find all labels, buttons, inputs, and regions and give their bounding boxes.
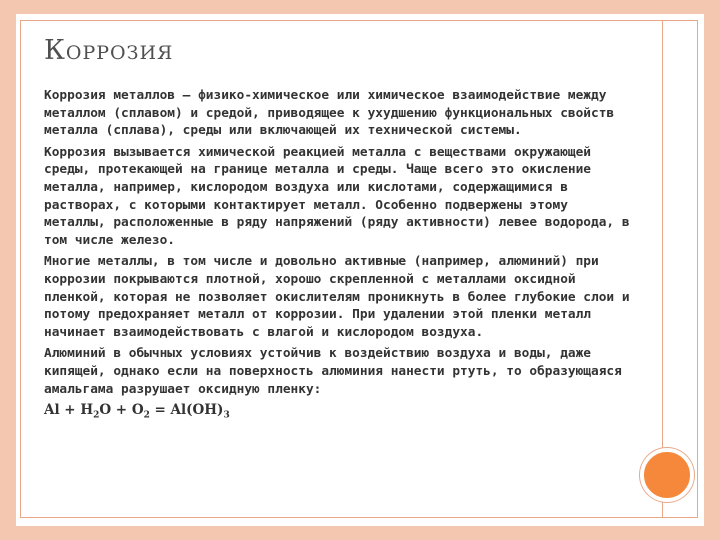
paragraph-cause: Коррозия вызывается химической реакцией металла с веществами окружающей среды, протекающей на границе металла и среды. Чаще всего это окисление металла, например, кислородом воздуха или кислотами, содержащимися в растворах, с которыми контактирует металл. Особенно подвержены этому металлы, расположенные в ряду напряжений (ряду активности) левее водорода, в том числе железо. bbox=[44, 144, 630, 248]
formula-o-plus-o: O + O bbox=[99, 402, 144, 419]
formula-al: Al bbox=[44, 402, 60, 419]
formula-result: = Al(OH) bbox=[149, 402, 224, 419]
title-rest: ОРРОЗИЯ bbox=[65, 42, 174, 64]
reaction-formula bbox=[44, 402, 634, 425]
title-first-letter: К bbox=[44, 35, 66, 66]
formula-sub-2: 2 bbox=[143, 410, 150, 421]
formula-plus-h: + H bbox=[59, 402, 94, 419]
slide-content bbox=[44, 87, 634, 425]
decorative-line bbox=[662, 20, 663, 518]
paragraph-aluminum: Алюминий в обычных условиях устойчив к воздействию воздуха и воды, даже кипящей, однако если на поверхность алюминия нанести ртуть, то образующаяся амальгама разрушает оксидную пленку: bbox=[44, 346, 622, 397]
paragraph-definition: Коррозия металлов – физико-химическое или химическое взаимодействие между металлом (сплавом) и средой, приводящее к ухудшению функциональных свойств металла (сплава), среды или включающей их технической системы. bbox=[44, 88, 615, 139]
formula-sub-1: 2 bbox=[93, 410, 100, 421]
paragraph-oxide-film: Многие металлы, в том числе и довольно активные (например, алюминий) при коррозии покрываются плотной, хорошо скрепленной с металлами оксидной пленкой, которая не позволяет окислителям проникнуть в более глубокие слои и потому предохраняет металл от коррозии. При удалении этой пленки металл начинает взаимодействовать с влагой и кислородом воздуха. bbox=[44, 254, 630, 340]
decorative-circle bbox=[640, 448, 694, 502]
formula-sub-3: 3 bbox=[223, 410, 230, 421]
slide-title bbox=[44, 35, 173, 66]
